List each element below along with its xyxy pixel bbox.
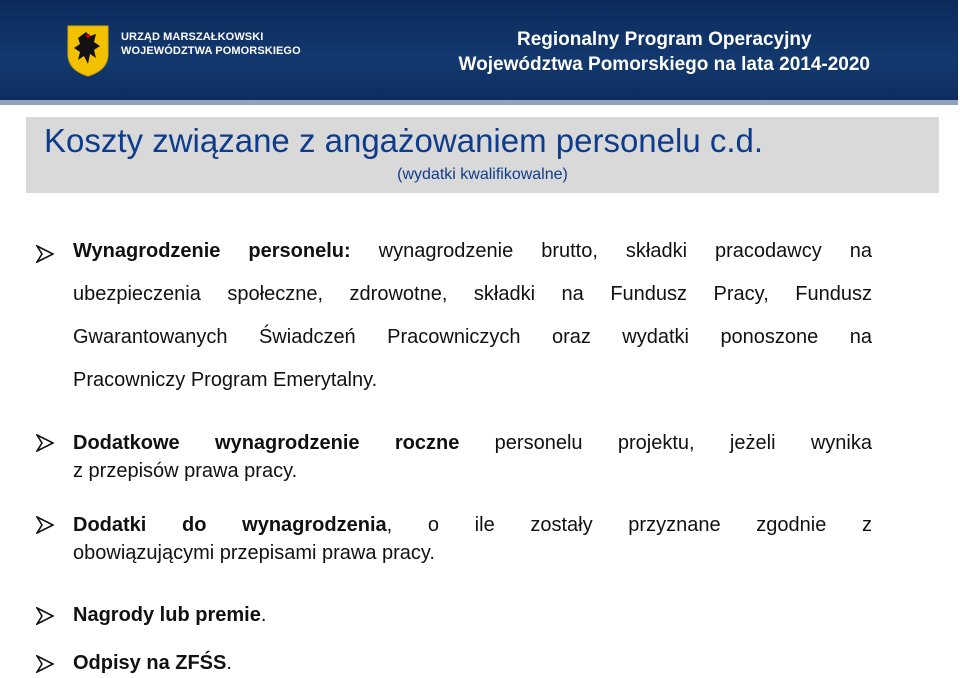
bullet-line [73, 511, 872, 539]
bullet-text [73, 230, 872, 402]
list-item [36, 242, 872, 402]
list-item [36, 604, 872, 628]
bullet-text [73, 429, 872, 485]
bullet-rest: . [226, 652, 232, 674]
list-item [36, 652, 872, 676]
org-line-2: WOJEWÓDZTWA POMORSKIEGO [121, 45, 301, 57]
bullet-line: Pracowniczy Program Emerytalny. [73, 369, 378, 391]
list-item [36, 513, 872, 567]
org-line-1: URZĄD MARSZAŁKOWSKI [121, 31, 264, 43]
bullet-rest: wynagrodzenie brutto, składki pracodawcy na [350, 240, 872, 262]
bullet-line: z przepisów prawa pracy. [73, 460, 298, 482]
bullet-rest: personelu projektu, jeżeli wynika [459, 432, 872, 454]
bullet-bold: Wynagrodzenie personelu: [73, 240, 351, 262]
title-box [26, 117, 939, 193]
bullet-rest: , o ile zostały przyznane zgodnie z [386, 514, 873, 536]
organization-name [121, 30, 301, 58]
bullet-bold: Dodatki do wynagrodzenia [73, 514, 387, 536]
arrowhead-bullet-icon [36, 245, 54, 263]
bullet-line [73, 230, 872, 273]
bullet-line: Gwarantowanych Świadczeń Pracowniczych oraz wydatki ponoszone na [73, 326, 872, 348]
bullet-rest: . [260, 604, 267, 626]
slide-header [0, 0, 958, 105]
bullet-bold: Odpisy na ZFŚS [73, 652, 227, 674]
arrowhead-bullet-icon [36, 516, 54, 534]
bullet-text [73, 511, 872, 567]
arrowhead-bullet-icon [36, 434, 54, 452]
arrowhead-bullet-icon [36, 607, 54, 625]
program-line-1: Regionalny Program Operacyjny [516, 29, 812, 50]
bullet-line: ubezpieczenia społeczne, zdrowotne, składki na Fundusz Pracy, Fundusz [73, 283, 872, 305]
slide-title: Koszty związane z angażowaniem personelu c.d. [44, 122, 764, 159]
program-line-2: Województwa Pomorskiego na lata 2014-2020 [458, 54, 870, 75]
bullet-text [73, 602, 872, 628]
bullet-text [73, 650, 872, 676]
bullet-line [73, 429, 872, 457]
slide-subtitle: (wydatki kwalifikowalne) [397, 166, 568, 183]
program-name [459, 27, 870, 77]
bullet-bold: Nagrody lub premie [73, 604, 261, 626]
list-item [36, 431, 872, 485]
arrowhead-bullet-icon [36, 655, 54, 673]
griffin-coat-of-arms-icon [66, 24, 110, 78]
bullet-bold: Dodatkowe wynagrodzenie roczne [73, 432, 460, 454]
bullet-line: obowiązującymi przepisami prawa pracy. [73, 542, 435, 564]
